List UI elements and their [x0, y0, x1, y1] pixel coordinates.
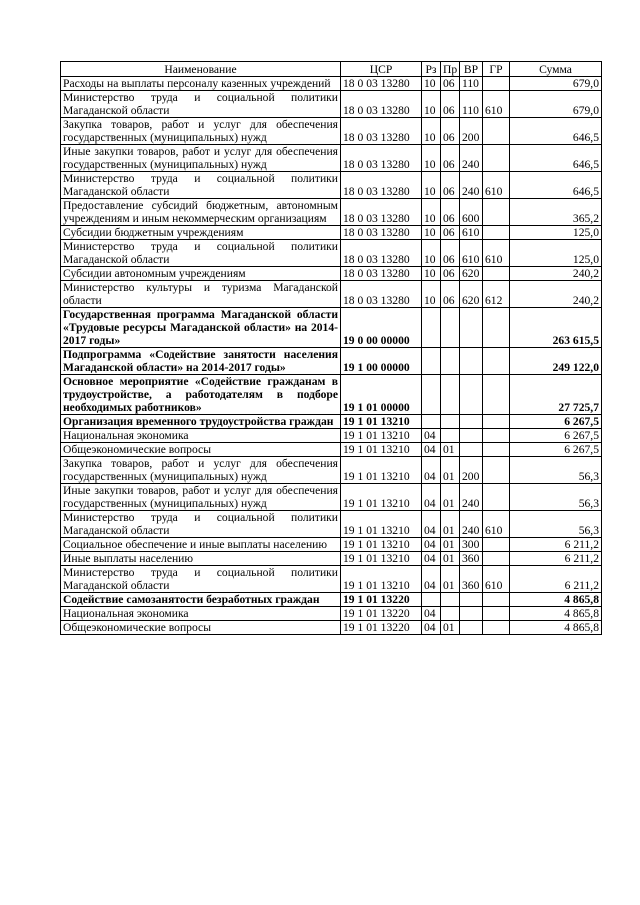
row-csr: 19 0 00 00000 — [341, 308, 422, 348]
row-pr: 01 — [441, 443, 460, 457]
row-name: Социальное обеспечение и иные выплаты населению — [61, 538, 341, 552]
row-sum: 646,5 — [510, 118, 602, 145]
row-sum: 6 211,2 — [510, 538, 602, 552]
row-pr: 06 — [441, 267, 460, 281]
table-row — [61, 240, 602, 267]
row-vr: 110 — [460, 77, 483, 91]
row-csr: 19 1 01 13210 — [341, 443, 422, 457]
table-row — [61, 308, 602, 348]
row-name: Общеэкономические вопросы — [61, 443, 341, 457]
row-rz: 10 — [422, 172, 441, 199]
row-gr — [483, 308, 510, 348]
row-csr: 18 0 03 13280 — [341, 240, 422, 267]
row-rz: 04 — [422, 538, 441, 552]
row-sum: 56,3 — [510, 484, 602, 511]
row-rz: 04 — [422, 566, 441, 593]
table-row — [61, 457, 602, 484]
row-pr: 01 — [441, 457, 460, 484]
row-sum: 6 267,5 — [510, 443, 602, 457]
row-name: Министерство труда и социальной политики Магаданской области — [61, 91, 341, 118]
budget-table — [60, 61, 602, 635]
row-sum: 240,2 — [510, 267, 602, 281]
row-gr: 610 — [483, 91, 510, 118]
row-csr: 18 0 03 13280 — [341, 281, 422, 308]
row-vr: 360 — [460, 552, 483, 566]
table-row — [61, 538, 602, 552]
row-sum: 4 865,8 — [510, 607, 602, 621]
row-rz: 10 — [422, 226, 441, 240]
row-csr: 19 1 00 00000 — [341, 348, 422, 375]
table-row — [61, 415, 602, 429]
row-vr: 240 — [460, 145, 483, 172]
row-pr — [441, 593, 460, 607]
row-sum: 240,2 — [510, 281, 602, 308]
table-row — [61, 607, 602, 621]
table-row — [61, 267, 602, 281]
row-rz — [422, 415, 441, 429]
row-csr: 18 0 03 13280 — [341, 77, 422, 91]
row-gr — [483, 348, 510, 375]
row-csr: 18 0 03 13280 — [341, 118, 422, 145]
row-vr — [460, 443, 483, 457]
row-csr: 19 1 01 13210 — [341, 484, 422, 511]
row-gr — [483, 429, 510, 443]
row-gr — [483, 538, 510, 552]
row-gr: 612 — [483, 281, 510, 308]
row-sum: 249 122,0 — [510, 348, 602, 375]
row-name: Министерство труда и социальной политики Магаданской области — [61, 240, 341, 267]
row-sum: 6 211,2 — [510, 566, 602, 593]
row-vr: 240 — [460, 484, 483, 511]
row-rz: 04 — [422, 484, 441, 511]
row-gr — [483, 443, 510, 457]
row-vr — [460, 593, 483, 607]
row-vr — [460, 429, 483, 443]
row-pr: 06 — [441, 240, 460, 267]
row-vr: 600 — [460, 199, 483, 226]
row-pr — [441, 348, 460, 375]
header-row — [61, 62, 602, 77]
row-csr: 19 1 01 13210 — [341, 566, 422, 593]
row-gr: 610 — [483, 240, 510, 267]
row-vr — [460, 348, 483, 375]
row-pr: 01 — [441, 552, 460, 566]
row-vr — [460, 607, 483, 621]
table-row — [61, 91, 602, 118]
row-csr: 18 0 03 13280 — [341, 226, 422, 240]
row-name: Национальная экономика — [61, 607, 341, 621]
row-sum: 365,2 — [510, 199, 602, 226]
row-gr: 610 — [483, 511, 510, 538]
row-csr: 19 1 01 13210 — [341, 415, 422, 429]
row-sum: 6 267,5 — [510, 415, 602, 429]
row-gr — [483, 118, 510, 145]
row-rz: 04 — [422, 457, 441, 484]
table-row — [61, 511, 602, 538]
row-name: Национальная экономика — [61, 429, 341, 443]
row-rz: 10 — [422, 267, 441, 281]
row-gr — [483, 375, 510, 415]
header-sum: Сумма — [510, 62, 602, 77]
row-gr — [483, 457, 510, 484]
row-gr — [483, 145, 510, 172]
row-gr — [483, 607, 510, 621]
table-row — [61, 348, 602, 375]
row-csr: 19 1 01 13210 — [341, 511, 422, 538]
row-rz — [422, 375, 441, 415]
row-pr: 01 — [441, 511, 460, 538]
row-vr — [460, 621, 483, 635]
row-rz: 10 — [422, 240, 441, 267]
row-sum: 4 865,8 — [510, 593, 602, 607]
row-rz — [422, 348, 441, 375]
row-vr: 620 — [460, 281, 483, 308]
row-gr — [483, 552, 510, 566]
table-row — [61, 226, 602, 240]
row-rz — [422, 593, 441, 607]
row-vr — [460, 415, 483, 429]
table-row — [61, 552, 602, 566]
row-sum: 679,0 — [510, 77, 602, 91]
row-pr: 01 — [441, 621, 460, 635]
row-gr — [483, 415, 510, 429]
row-sum: 56,3 — [510, 511, 602, 538]
row-pr: 06 — [441, 226, 460, 240]
row-pr: 06 — [441, 145, 460, 172]
row-gr: 610 — [483, 566, 510, 593]
header-rz: Рз — [422, 62, 441, 77]
row-pr — [441, 607, 460, 621]
row-name: Иные выплаты населению — [61, 552, 341, 566]
row-name: Предоставление субсидий бюджетным, автономным учреждениям и иным некоммерческим организациям — [61, 199, 341, 226]
row-rz: 04 — [422, 511, 441, 538]
row-csr: 19 1 01 13210 — [341, 538, 422, 552]
header-pr: Пр — [441, 62, 460, 77]
row-rz: 04 — [422, 443, 441, 457]
row-name: Общеэкономические вопросы — [61, 621, 341, 635]
row-name: Министерство труда и социальной политики Магаданской области — [61, 172, 341, 199]
row-pr: 06 — [441, 118, 460, 145]
row-vr: 200 — [460, 457, 483, 484]
row-vr: 360 — [460, 566, 483, 593]
row-pr — [441, 429, 460, 443]
row-pr: 06 — [441, 281, 460, 308]
row-name: Министерство культуры и туризма Магаданской области — [61, 281, 341, 308]
row-gr — [483, 621, 510, 635]
row-pr: 06 — [441, 199, 460, 226]
row-sum: 4 865,8 — [510, 621, 602, 635]
row-name: Расходы на выплаты персоналу казенных учреждений — [61, 77, 341, 91]
row-gr — [483, 484, 510, 511]
row-sum: 646,5 — [510, 145, 602, 172]
row-csr: 19 1 01 13210 — [341, 457, 422, 484]
row-csr: 18 0 03 13280 — [341, 145, 422, 172]
row-rz: 10 — [422, 199, 441, 226]
row-rz: 10 — [422, 77, 441, 91]
row-name: Иные закупки товаров, работ и услуг для обеспечения государственных (муниципальных) нужд — [61, 145, 341, 172]
row-vr: 240 — [460, 511, 483, 538]
table-row — [61, 172, 602, 199]
row-csr: 18 0 03 13280 — [341, 91, 422, 118]
row-name: Основное мероприятие «Содействие гражданам в трудоустройстве, а работодателям в подборе необходимых работников» — [61, 375, 341, 415]
row-vr: 300 — [460, 538, 483, 552]
row-csr: 19 1 01 13210 — [341, 429, 422, 443]
row-csr: 18 0 03 13280 — [341, 199, 422, 226]
row-rz: 10 — [422, 281, 441, 308]
row-name: Субсидии автономным учреждениям — [61, 267, 341, 281]
table-row — [61, 593, 602, 607]
row-gr — [483, 226, 510, 240]
table-row — [61, 281, 602, 308]
row-rz: 04 — [422, 621, 441, 635]
row-name: Закупка товаров, работ и услуг для обеспечения государственных (муниципальных) нужд — [61, 118, 341, 145]
row-rz: 04 — [422, 607, 441, 621]
row-pr: 01 — [441, 484, 460, 511]
row-name: Иные закупки товаров, работ и услуг для обеспечения государственных (муниципальных) нужд — [61, 484, 341, 511]
row-pr: 01 — [441, 538, 460, 552]
table-row — [61, 118, 602, 145]
row-csr: 19 1 01 13220 — [341, 593, 422, 607]
table-row — [61, 199, 602, 226]
row-name: Организация временного трудоустройства граждан — [61, 415, 341, 429]
row-sum: 56,3 — [510, 457, 602, 484]
row-rz: 10 — [422, 91, 441, 118]
row-rz: 10 — [422, 118, 441, 145]
row-csr: 19 1 01 13220 — [341, 607, 422, 621]
row-sum: 6 267,5 — [510, 429, 602, 443]
row-gr: 610 — [483, 172, 510, 199]
row-name: Закупка товаров, работ и услуг для обеспечения государственных (муниципальных) нужд — [61, 457, 341, 484]
table-row — [61, 375, 602, 415]
row-gr — [483, 199, 510, 226]
header-gr: ГР — [483, 62, 510, 77]
row-pr — [441, 308, 460, 348]
row-csr: 19 1 01 13210 — [341, 552, 422, 566]
row-vr: 240 — [460, 172, 483, 199]
row-pr: 06 — [441, 91, 460, 118]
row-sum: 6 211,2 — [510, 552, 602, 566]
table-row — [61, 443, 602, 457]
row-sum: 27 725,7 — [510, 375, 602, 415]
header-vr: ВР — [460, 62, 483, 77]
row-pr — [441, 415, 460, 429]
row-gr — [483, 267, 510, 281]
table-row — [61, 429, 602, 443]
row-rz: 04 — [422, 429, 441, 443]
row-csr: 19 1 01 13220 — [341, 621, 422, 635]
row-pr: 01 — [441, 566, 460, 593]
row-pr: 06 — [441, 77, 460, 91]
header-name: Наименование — [61, 62, 341, 77]
row-pr: 06 — [441, 172, 460, 199]
table-row — [61, 621, 602, 635]
row-sum: 646,5 — [510, 172, 602, 199]
row-csr: 18 0 03 13280 — [341, 267, 422, 281]
row-vr: 200 — [460, 118, 483, 145]
row-rz: 10 — [422, 145, 441, 172]
row-rz: 04 — [422, 552, 441, 566]
row-name: Министерство труда и социальной политики Магаданской области — [61, 566, 341, 593]
row-name: Министерство труда и социальной политики Магаданской области — [61, 511, 341, 538]
row-pr — [441, 375, 460, 415]
row-gr — [483, 593, 510, 607]
row-csr: 18 0 03 13280 — [341, 172, 422, 199]
row-vr: 620 — [460, 267, 483, 281]
row-vr — [460, 308, 483, 348]
row-sum: 679,0 — [510, 91, 602, 118]
row-sum: 263 615,5 — [510, 308, 602, 348]
table-row — [61, 566, 602, 593]
row-rz — [422, 308, 441, 348]
row-vr: 610 — [460, 240, 483, 267]
row-vr — [460, 375, 483, 415]
row-sum: 125,0 — [510, 226, 602, 240]
table-row — [61, 77, 602, 91]
row-vr: 110 — [460, 91, 483, 118]
row-name: Субсидии бюджетным учреждениям — [61, 226, 341, 240]
row-gr — [483, 77, 510, 91]
table-body — [61, 77, 602, 635]
row-sum: 125,0 — [510, 240, 602, 267]
table-row — [61, 484, 602, 511]
row-name: Подпрограмма «Содействие занятости населения Магаданской области» на 2014-2017 годы» — [61, 348, 341, 375]
table-row — [61, 145, 602, 172]
row-csr: 19 1 01 00000 — [341, 375, 422, 415]
row-vr: 610 — [460, 226, 483, 240]
row-name: Содействие самозанятости безработных граждан — [61, 593, 341, 607]
row-name: Государственная программа Магаданской области «Трудовые ресурсы Магаданской области» на 2014-2017 годы» — [61, 308, 341, 348]
header-csr: ЦСР — [341, 62, 422, 77]
